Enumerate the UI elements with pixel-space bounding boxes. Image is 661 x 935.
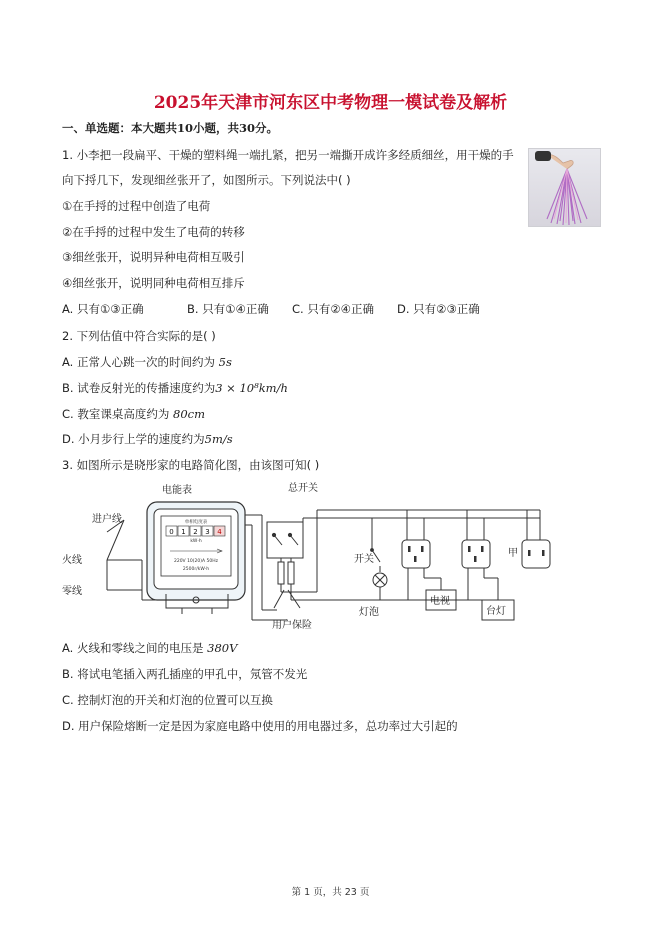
label-entry-line: 进户线 — [92, 514, 122, 525]
household-circuit-diagram — [62, 480, 552, 632]
q3-option-a: A. 火线和零线之间的电压是 380V — [62, 641, 238, 655]
label-bulb: 灯泡 — [359, 607, 379, 618]
q1-statement-4: ④细丝张开，说明同种电荷相互排斥 — [62, 276, 245, 290]
q3-option-b: B. 将试电笔插入两孔插座的甲孔中，氖管不发光 — [62, 667, 308, 681]
q1-option-d: D. 只有②③正确 — [397, 302, 480, 316]
q1-statement-3: ③细丝张开，说明异种电荷相互吸引 — [62, 250, 245, 264]
meter-digit-3: 3 — [205, 528, 210, 536]
q3-stem: 3. 如图所示是晓彤家的电路简化图，由该图可知( ) — [62, 458, 320, 472]
section-heading: 一、单选题：本大题共10小题，共30分。 — [62, 121, 279, 135]
q2-option-d: D. 小月步行上学的速度约为5m/s — [62, 432, 233, 446]
label-live-wire: 火线 — [62, 555, 82, 566]
page-title: 2025年天津市河东区中考物理一模试卷及解析 — [153, 93, 508, 113]
meter-digit-0: 0 — [169, 528, 174, 536]
label-fuse: 用户保险 — [272, 620, 312, 631]
label-desk-lamp: 台灯 — [486, 606, 506, 617]
meter-spec: 220V 10(20)A 50Hz — [173, 559, 219, 564]
meter-digit-2: 2 — [193, 528, 198, 536]
q1-option-a: A. 只有①③正确 — [62, 302, 144, 316]
q2-option-a: A. 正常人心跳一次的时间约为 5s — [62, 355, 232, 369]
label-switch: 开关 — [354, 554, 374, 565]
q1-statement-2: ②在手捋的过程中发生了电荷的转移 — [62, 225, 245, 239]
meter-unit: kW·h — [190, 539, 202, 544]
q2-option-b: B. 试卷反射光的传播速度约为3 × 10⁸km/h — [62, 381, 288, 395]
meter-title: 单相电度表 — [184, 520, 208, 525]
label-tv: 电视 — [430, 596, 450, 607]
q1-option-c: C. 只有②④正确 — [292, 302, 374, 316]
plastic-string-photo — [528, 148, 601, 227]
label-socket-jia: 甲 — [508, 548, 518, 559]
meter-digit-4: 4 — [217, 528, 222, 536]
q2-option-c: C. 教室课桌高度约为 80cm — [62, 407, 205, 421]
q1-stem-line2: 向下捋几下，发现细丝张开了，如图所示。下列说法中( ) — [62, 173, 351, 187]
label-neutral-wire: 零线 — [62, 586, 82, 597]
q1-options — [62, 301, 562, 317]
meter-rate: 2500r/kW·h — [182, 567, 210, 572]
q1-statement-1: ①在手捋的过程中创造了电荷 — [62, 199, 211, 213]
q3-option-c: C. 控制灯泡的开关和灯泡的位置可以互换 — [62, 693, 273, 707]
label-main-switch: 总开关 — [288, 483, 318, 494]
q1-option-b: B. 只有①④正确 — [187, 302, 269, 316]
page-footer: 第 1 页，共 23 页 — [291, 887, 370, 898]
meter-digit-1: 1 — [181, 528, 186, 536]
q3-option-d: D. 用户保险熔断一定是因为家庭电路中使用的用电器过多，总功率过大引起的 — [62, 719, 458, 733]
q2-stem: 2. 下列估值中符合实际的是( ) — [62, 329, 216, 343]
q1-stem-line1: 1. 小李把一段扁平、干燥的塑料绳一端扎紧，把另一端撕开成许多经质细丝，用干燥的手 — [62, 148, 514, 162]
label-meter: 电能表 — [162, 485, 192, 496]
